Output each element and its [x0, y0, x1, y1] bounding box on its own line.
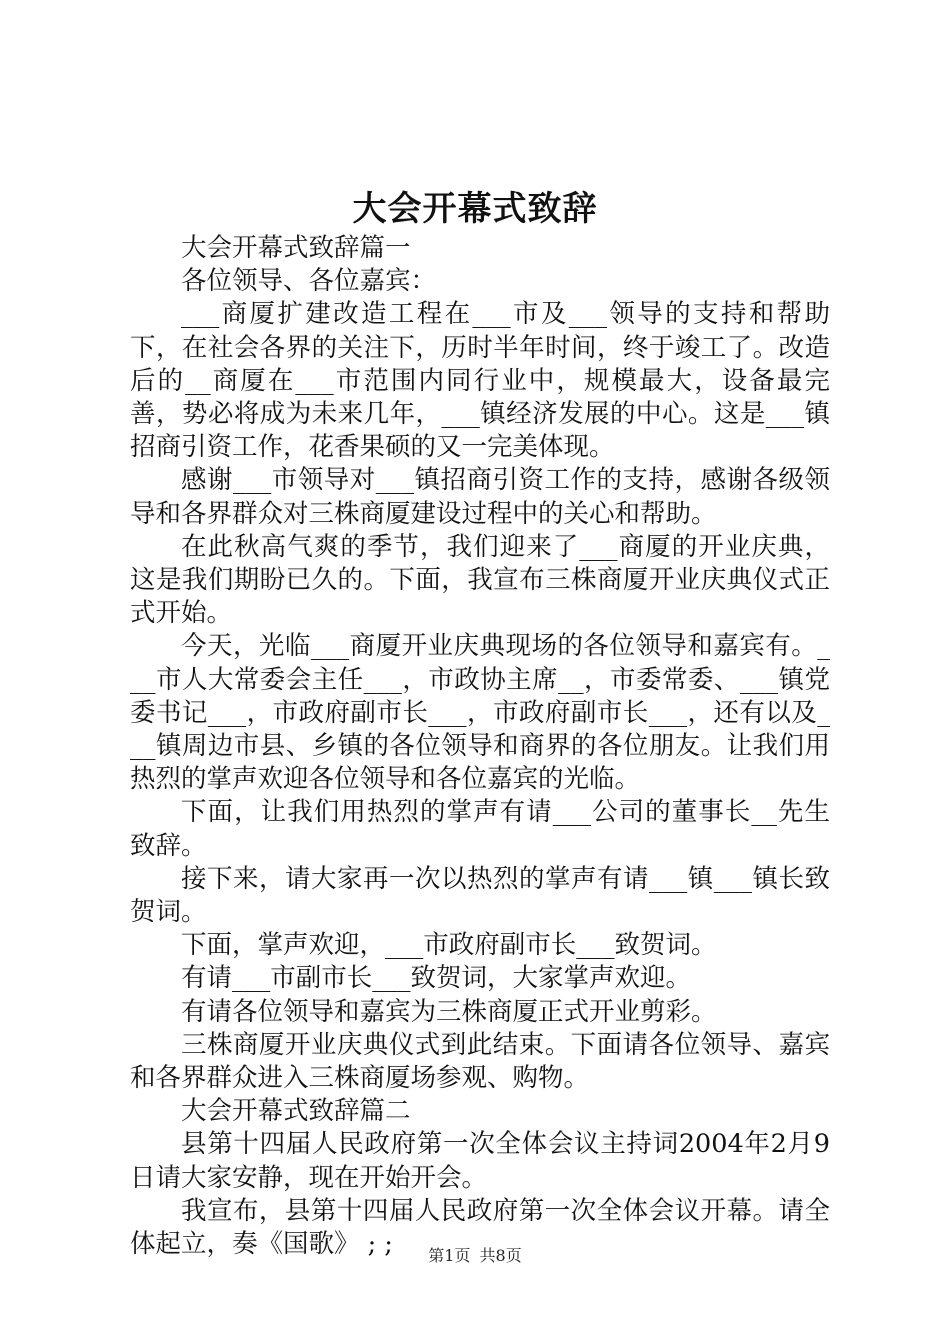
document-body — [130, 232, 830, 1261]
paragraph: 有请___市副市长___致贺词，大家掌声欢迎。 — [181, 963, 692, 994]
paragraph: 在此秋高气爽的季节，我们迎来了___商厦的开业庆典，这是我们期盼已久的。下面，我宣布三株商厦开业庆典仪式正式开始。 — [130, 531, 830, 629]
section-heading-1: 大会开幕式致辞篇一 — [181, 233, 411, 263]
paragraph: ___商厦扩建改造工程在___市及___领导的支持和帮助下，在社会各界的关注下，历时半年时间，终于竣工了。改造后的__商厦在___市范围内同行业中，规模最大，设备最完善，势必将成为未来几年，___镇经济发展的中心。这是___镇招商引资工作，花香果硕的又一完美体现。 — [130, 299, 830, 463]
document-title: 大会开幕式致辞 — [352, 189, 598, 229]
page-footer — [0, 1245, 950, 1267]
paragraph: 县第十四届人民政府第一次全体会议主持词2004年2月9日请大家安静，现在开始开会。 — [130, 1129, 830, 1193]
paragraph: 我宣布，县第十四届人民政府第一次全体会议开幕。请全体起立，奏《国歌》 ; ; — [130, 1195, 830, 1260]
paragraph: 感谢___市领导对___镇招商引资工作的支持，感谢各级领导和各界群众对三株商厦建设过程中的关心和帮助。 — [130, 465, 830, 529]
paragraph: 今天，光临___商厦开业庆典现场的各位领导和嘉宾有。___市人大常委会主任___，市政协主席__，市委常委、___镇党委书记___，市政府副市长___，市政府副市长___，还有以及___镇周边市县、乡镇的各位领导和商界的各位朋友。让我们用热烈的掌声欢迎各位领导和各位嘉宾的光临。 — [130, 631, 830, 795]
paragraph: 有请各位领导和嘉宾为三株商厦正式开业剪彩。 — [181, 996, 717, 1027]
paragraph: 下面，掌声欢迎，___市政府副市长___致贺词。 — [181, 930, 717, 961]
section-heading-2: 大会开幕式致辞篇二 — [181, 1096, 411, 1127]
paragraph: 接下来，请大家再一次以热烈的掌声有请___镇___镇长致贺词。 — [130, 863, 830, 928]
paragraph: 下面，让我们用热烈的掌声有请___公司的董事长__先生致辞。 — [130, 797, 830, 861]
salutation: 各位领导、各位嘉宾： — [181, 266, 437, 297]
page-number: 第1页 — [428, 1246, 471, 1265]
page-total: 共8页 — [479, 1246, 522, 1265]
paragraph: 三株商厦开业庆典仪式到此结束。下面请各位领导、嘉宾和各界群众进入三株商厦场参观、购物。 — [130, 1029, 830, 1094]
